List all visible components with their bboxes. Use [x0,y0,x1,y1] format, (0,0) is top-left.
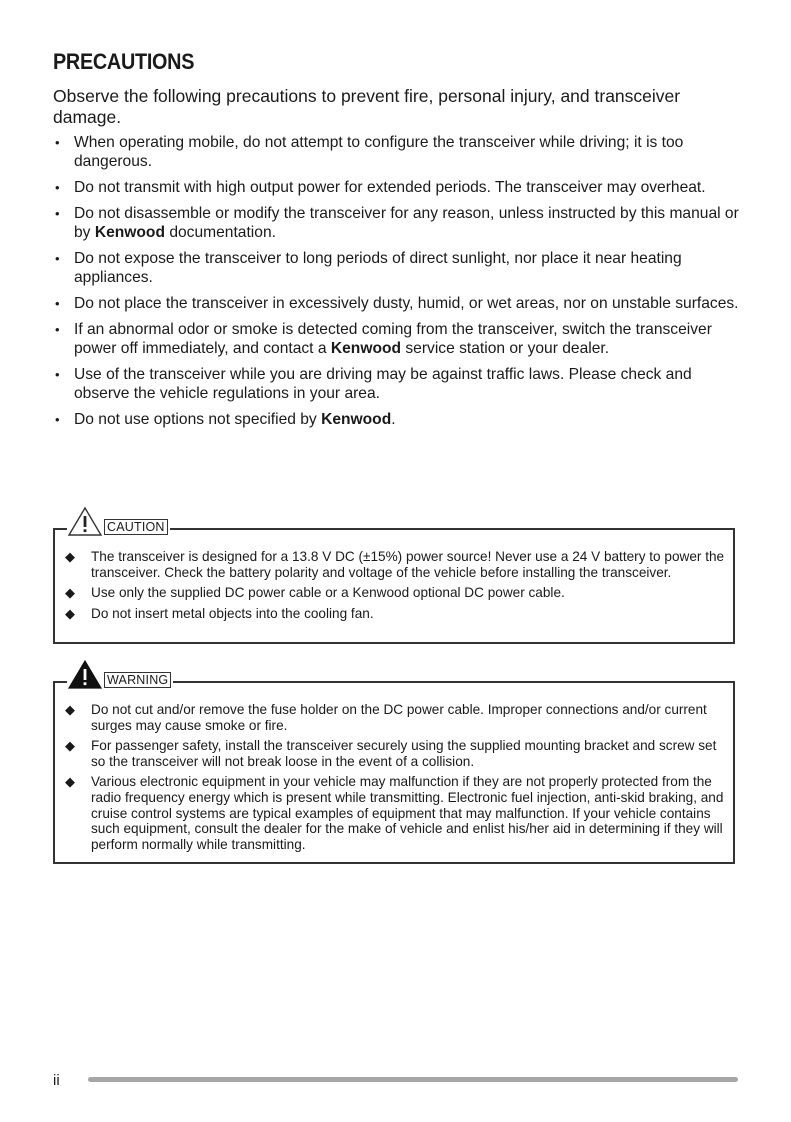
bullet-dot-icon: • [55,412,60,427]
caution-triangle-icon [67,506,103,536]
caution-tag [67,506,170,536]
precaution-item [53,294,743,313]
brand-name: Kenwood [330,340,402,357]
warning-item [65,738,725,769]
text-run: Do not use options not specified by [74,411,322,428]
diamond-bullet-icon: ◆ [65,549,75,564]
text-run: If an abnormal odor or smoke is detected coming from the transceiver, switch the transceiver power off immediately, and contact a [74,321,712,357]
page-number: ii [53,1072,60,1089]
diamond-bullet-icon: ◆ [65,738,75,754]
precaution-item [53,178,743,197]
precaution-text [74,366,692,402]
precaution-item [53,365,743,403]
precaution-item [53,249,743,287]
caution-list [65,549,725,626]
diamond-bullet-icon: ◆ [65,774,75,790]
warning-item-text: Various electronic equipment in your vehicle may malfunction if they are not properly protected from the radio frequency energy which is present while transmitting. Electronic fuel injection, anti-skid braking, and cruise control systems are typical examples of equipment that may malfunction. If your vehicle contains such equipment, consult the dealer for the make of vehicle and enlist his/her aid in determining if they will perform normally while transmitting. [91,774,724,852]
text-run: . [391,411,396,428]
brand-name: Kenwood [321,411,392,428]
bullet-dot-icon: • [55,367,60,382]
precaution-item [53,133,743,171]
page-title: PRECAUTIONS [53,49,195,74]
bullet-dot-icon: • [55,206,60,221]
diamond-bullet-icon: ◆ [65,605,75,621]
precaution-text [74,295,739,312]
bullet-dot-icon: • [55,322,60,337]
caution-item-text: The transceiver is designed for a 13.8 V DC (±15%) power source! Never use a 24 V battery to power the transceiver. Check the battery polarity and voltage of the vehicle before installing the transceiver. [91,549,725,580]
warning-item-text: For passenger safety, install the transceiver securely using the supplied mounting bracket and screw set so the transceiver will not break loose in the event of a collision. [91,738,717,769]
warning-list [65,702,725,857]
precaution-item [53,320,743,358]
warning-label: WARNING [104,672,171,688]
bullet-dot-icon: • [55,296,60,311]
text-run: Do not disassemble or modify the transceiver for any reason, unless instructed by this manual or by [74,205,739,241]
precaution-text [74,179,706,196]
text-run: Use of the transceiver while you are driving may be against traffic laws. Please check and observe the vehicle regulations in your area. [74,366,692,402]
caution-item [65,549,725,580]
text-run: documentation. [164,224,276,241]
caution-item-text: Use only the supplied DC power cable or a Kenwood optional DC power cable. [91,585,565,601]
diamond-bullet-icon: ◆ [65,702,75,717]
precaution-text [74,411,396,428]
warning-tag [67,659,173,689]
text-run: Do not transmit with high output power for extended periods. The transceiver may overheat. [74,179,706,196]
precautions-list [53,133,743,436]
warning-item [65,774,725,852]
precaution-item [53,204,743,242]
precaution-text [74,321,712,357]
text-run: Do not expose the transceiver to long periods of direct sunlight, nor place it near heating appliances. [74,250,682,286]
brand-name: Kenwood [94,224,165,241]
warning-item-text: Do not cut and/or remove the fuse holder on the DC power cable. Improper connections and/or current surges may cause smoke or fire. [91,702,707,733]
intro-paragraph: Observe the following precautions to prevent fire, personal injury, and transceiver damage. [53,86,681,127]
warning-triangle-icon [67,659,103,689]
caution-item-text: Do not insert metal objects into the cooling fan. [91,605,374,621]
warning-box [53,673,735,864]
bullet-dot-icon: • [55,135,60,150]
bullet-dot-icon: • [55,251,60,266]
precaution-text [74,134,683,170]
text-run: Do not place the transceiver in excessively dusty, humid, or wet areas, nor on unstable surfaces. [74,295,739,312]
caution-item [65,585,725,601]
bullet-dot-icon: • [55,180,60,195]
precaution-text [74,250,682,286]
caution-label: CAUTION [104,519,168,535]
precaution-item [53,410,743,429]
warning-item [65,702,725,733]
text-run: When operating mobile, do not attempt to configure the transceiver while driving; it is too dangerous. [74,134,684,170]
diamond-bullet-icon: ◆ [65,585,75,601]
text-run: service station or your dealer. [401,340,610,357]
footer-rule [88,1077,738,1082]
caution-box [53,520,735,644]
precaution-text [74,205,739,241]
caution-item [65,606,725,622]
